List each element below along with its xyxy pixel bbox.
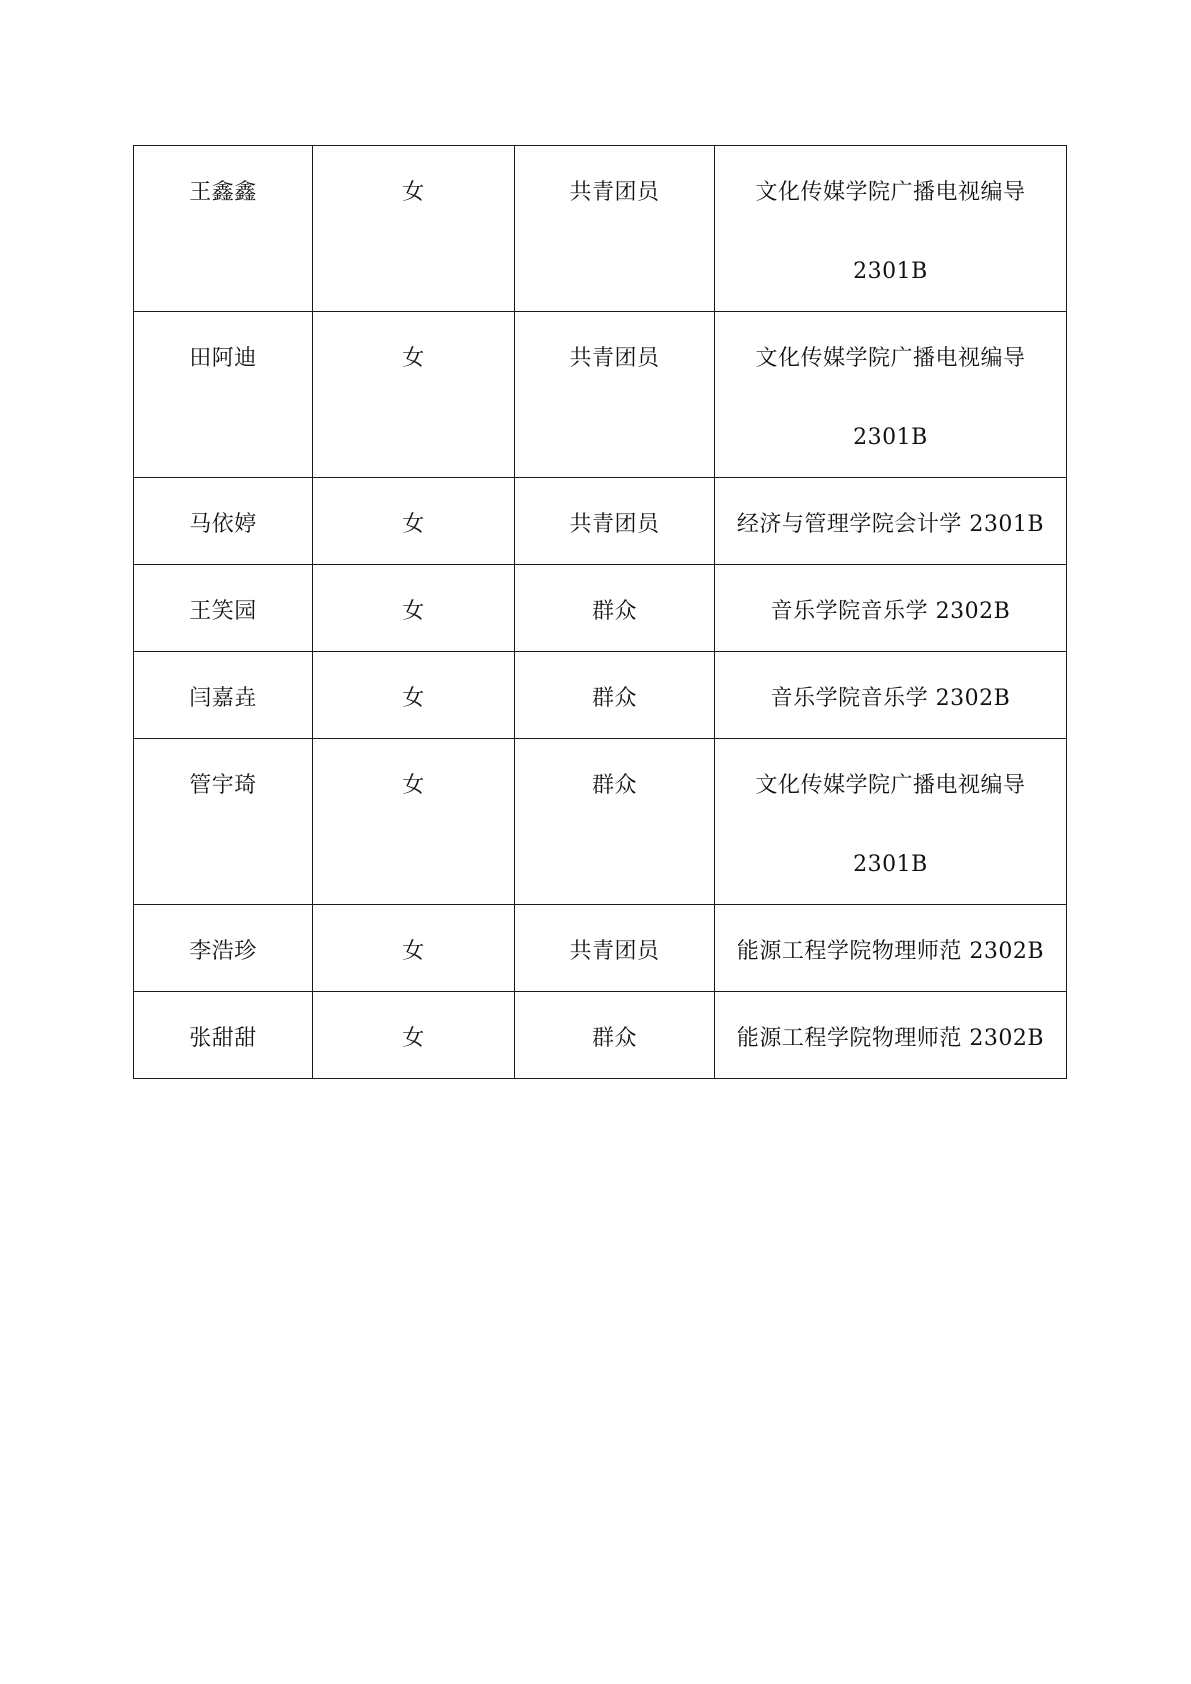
table-row xyxy=(134,565,1067,652)
status-cell xyxy=(515,739,715,905)
table-row xyxy=(134,146,1067,312)
table-row xyxy=(134,652,1067,739)
gender-cell xyxy=(313,652,515,739)
college-class xyxy=(715,312,1066,477)
student-name: 李浩珍 xyxy=(189,939,257,964)
college-class xyxy=(715,739,1066,904)
class-cell xyxy=(715,565,1067,652)
gender-cell xyxy=(313,478,515,565)
table-row xyxy=(134,478,1067,565)
political-status: 共青团员 xyxy=(569,512,660,537)
student-gender: 女 xyxy=(402,939,425,964)
student-gender: 女 xyxy=(402,773,425,798)
student-name: 闫嘉垚 xyxy=(189,686,257,711)
name-cell xyxy=(134,905,313,992)
status-cell xyxy=(515,992,715,1079)
name-cell xyxy=(134,652,313,739)
class-line-1: 文化传媒学院广播电视编导 xyxy=(755,346,1026,371)
class-line-2: 2301B xyxy=(853,259,928,284)
class-line-1: 文化传媒学院广播电视编导 xyxy=(755,773,1026,798)
political-status: 共青团员 xyxy=(569,180,660,205)
status-cell xyxy=(515,565,715,652)
name-cell xyxy=(134,565,313,652)
student-gender: 女 xyxy=(402,599,425,624)
student-name: 管宇琦 xyxy=(189,773,257,798)
student-roster-table xyxy=(133,145,1067,1079)
student-gender: 女 xyxy=(402,1026,425,1051)
gender-cell xyxy=(313,992,515,1079)
political-status: 群众 xyxy=(591,773,637,798)
class-cell xyxy=(715,146,1067,312)
name-cell xyxy=(134,478,313,565)
college-class xyxy=(715,146,1066,311)
class-line-2: 2301B xyxy=(853,852,928,877)
political-status: 群众 xyxy=(591,686,637,711)
status-cell xyxy=(515,478,715,565)
name-cell xyxy=(134,992,313,1079)
class-cell xyxy=(715,992,1067,1079)
name-cell xyxy=(134,739,313,905)
class-line-1: 文化传媒学院广播电视编导 xyxy=(755,180,1026,205)
student-name: 王鑫鑫 xyxy=(189,180,257,205)
table-row xyxy=(134,739,1067,905)
class-cell xyxy=(715,312,1067,478)
class-cell xyxy=(715,652,1067,739)
table-row xyxy=(134,992,1067,1079)
status-cell xyxy=(515,312,715,478)
political-status: 群众 xyxy=(591,1026,637,1051)
student-gender: 女 xyxy=(402,512,425,537)
class-cell xyxy=(715,739,1067,905)
college-class: 能源工程学院物理师范 2302B xyxy=(736,1026,1045,1051)
gender-cell xyxy=(313,312,515,478)
table-row xyxy=(134,905,1067,992)
status-cell xyxy=(515,652,715,739)
gender-cell xyxy=(313,739,515,905)
student-gender: 女 xyxy=(402,346,425,371)
gender-cell xyxy=(313,905,515,992)
student-name: 马依婷 xyxy=(189,512,257,537)
student-name: 张甜甜 xyxy=(189,1026,257,1051)
name-cell xyxy=(134,146,313,312)
student-name: 王笑园 xyxy=(189,599,257,624)
class-cell xyxy=(715,478,1067,565)
class-line-2: 2301B xyxy=(853,425,928,450)
table-row xyxy=(134,312,1067,478)
student-gender: 女 xyxy=(402,180,425,205)
class-cell xyxy=(715,905,1067,992)
political-status: 共青团员 xyxy=(569,939,660,964)
student-name: 田阿迪 xyxy=(189,346,257,371)
college-class: 经济与管理学院会计学 2301B xyxy=(736,512,1045,537)
college-class: 能源工程学院物理师范 2302B xyxy=(736,939,1045,964)
status-cell xyxy=(515,146,715,312)
status-cell xyxy=(515,905,715,992)
name-cell xyxy=(134,312,313,478)
college-class: 音乐学院音乐学 2302B xyxy=(770,686,1011,711)
gender-cell xyxy=(313,565,515,652)
student-gender: 女 xyxy=(402,686,425,711)
political-status: 共青团员 xyxy=(569,346,660,371)
political-status: 群众 xyxy=(591,599,637,624)
college-class: 音乐学院音乐学 2302B xyxy=(770,599,1011,624)
gender-cell xyxy=(313,146,515,312)
